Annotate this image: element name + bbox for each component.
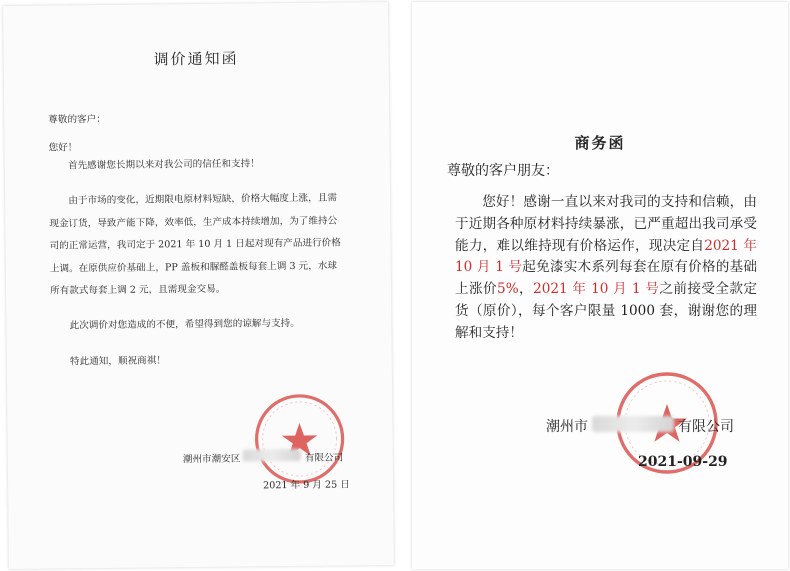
left-letter-salutation: 尊敬的客户： <box>48 113 106 126</box>
left-letter-company-suffix: 有限公司 <box>304 452 344 464</box>
body-text: ， <box>518 281 534 298</box>
left-letter-body <box>49 152 347 373</box>
left-letter-paragraph: 首先感谢您长期以来对我公司的信任和支持！ <box>67 158 260 172</box>
highlight-date: 2021 年 10 月 1 号 <box>533 281 660 298</box>
left-letter-title: 调价通知函 <box>153 49 239 69</box>
body-text: 您好！感谢一直以来对我司的支持和信赖，由于近期各种原材料持续暴涨，已严重超出我司承受能力，难以维持现有价格运作，现决定自 <box>455 194 757 254</box>
left-letter-greeting: 您好！ <box>48 142 78 154</box>
right-letter-company-prefix: 潮州市 <box>546 419 588 435</box>
highlight-date: 2021 年 10 月 1 号 <box>455 237 757 276</box>
left-letter-paragraph: 此次调价对您造成的不便，希望得到您的谅解与支持。 <box>69 318 300 332</box>
right-letter-date: 2021-09-29 <box>638 454 728 470</box>
right-letter-title: 商务函 <box>574 134 626 152</box>
red-seal-stamp-icon <box>251 390 348 487</box>
body-text: 起免漆实木系列每套在原有价格的基础上涨价 <box>455 259 757 298</box>
right-letter-body <box>455 192 757 345</box>
highlight-percentage: 5% <box>497 281 519 298</box>
redacted-company-name <box>592 416 674 432</box>
left-letter-company-prefix: 潮州市潮安区 <box>182 453 241 466</box>
right-letter-page <box>412 2 788 569</box>
left-letter-paragraph: 由于市场的变化，近期限电原材料短缺，价格大幅度上涨，且需现金订货，导致产能下降，效率低，生产成本持续增加，为了维持公司的正常运营，我司定于 2021 年 10 月 1 日起对现有产品进行价格上调。在原供应价基础上，PP 盖板和脲醛盖板每套上调 3 元，水球所有款式每套上调 2 元，且需现金交易。 <box>49 192 341 297</box>
right-letter-company-suffix: 有限公司 <box>678 419 734 435</box>
body-text: 之前接受全款定货（原价），每个客户限量 1000 套，谢谢您的理解和支持！ <box>455 281 758 341</box>
left-letter-date: 2021 年 9 月 25 日 <box>263 479 350 492</box>
left-letter-page <box>3 2 394 569</box>
right-letter-salutation: 尊敬的客户朋友： <box>447 163 559 179</box>
redacted-company-name <box>243 449 301 462</box>
left-letter-paragraph: 特此通知，顺祝商祺！ <box>69 355 166 368</box>
